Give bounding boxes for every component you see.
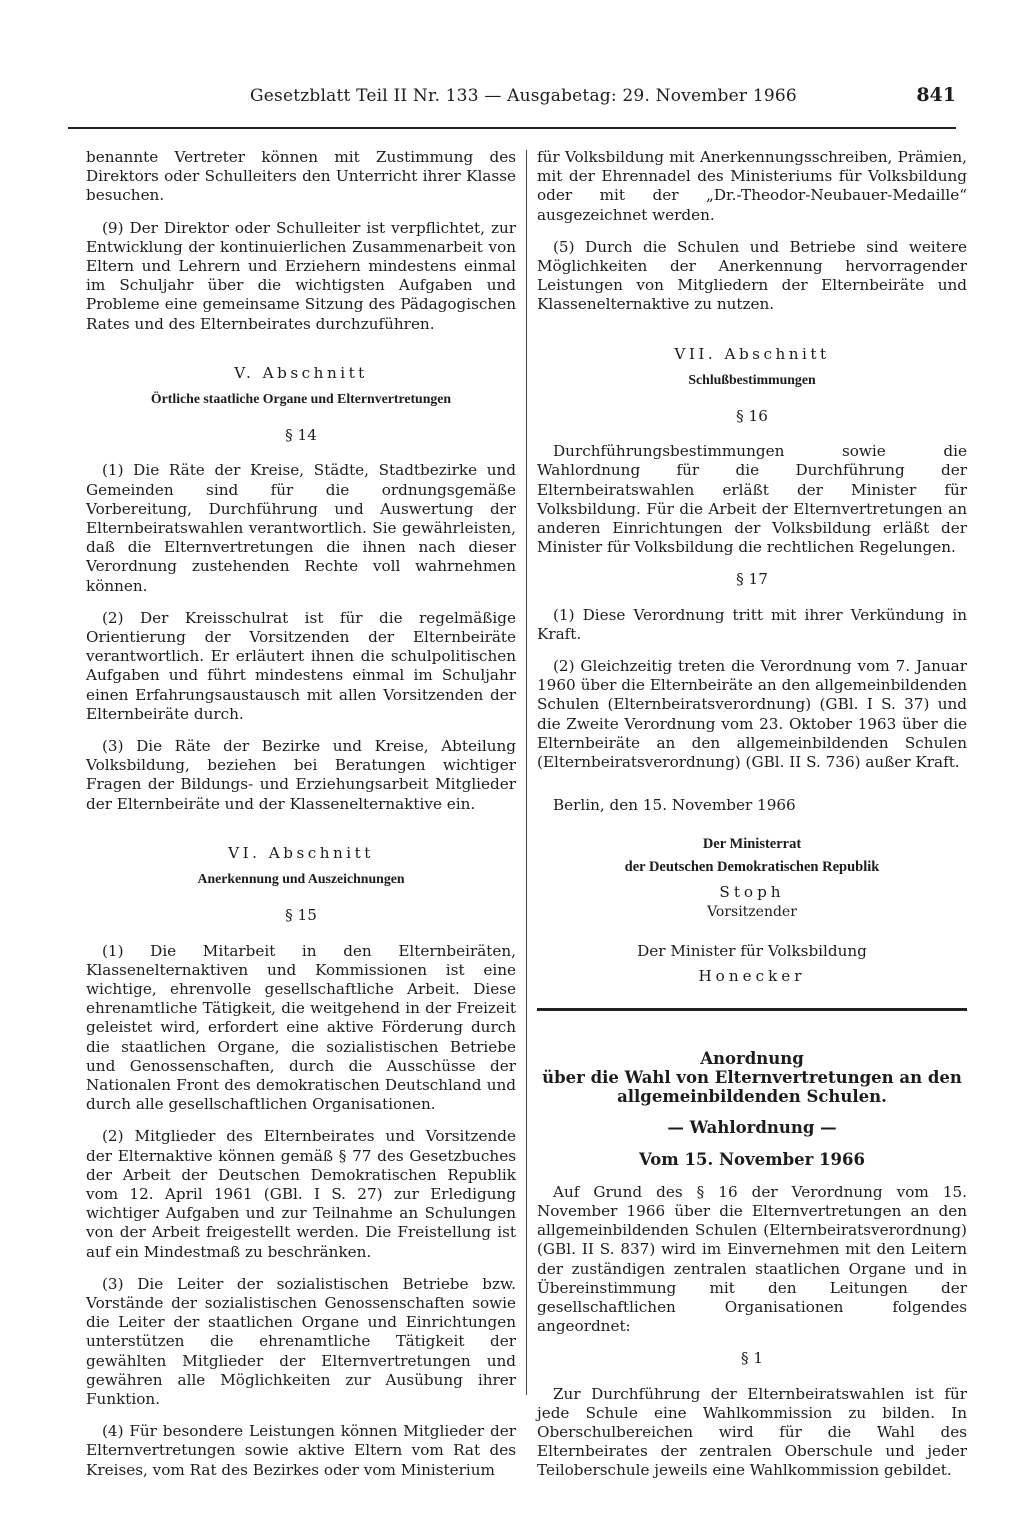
ordinance-title-line-1: Anordnung <box>700 1049 804 1069</box>
paragraph-16: Durchführungsbestimmungen sowie die Wahlordnung für die Durchführung der Elternbeiratswahlen erläßt der Minister für Volksbildung. Für die Arbeit der Elternvertretungen an anderen Einrichtungen der Volksbildung erläßt der Minister für Volksbildung die rechtlichen Regelungen. <box>537 442 967 557</box>
ordinance-title-line-3: allgemeinbildenden Schulen. <box>617 1087 887 1107</box>
page-header <box>68 84 956 114</box>
paragraph-17-heading: § 17 <box>736 570 768 589</box>
ordinance-title <box>537 1049 967 1106</box>
paragraph-17-1: (1) Diese Verordnung tritt mit ihrer Verkündung in Kraft. <box>537 605 967 643</box>
paragraph-17-2: (2) Gleichzeitig treten die Verordnung vom 7. Januar 1960 über die Elternbeiräte an den allgemeinbildenden Schulen (Elternbeiratsverordnung) (GBl. I S. 37) und die Zweite Verordnung vom 23. Oktober 1963 über die Elternbeiräte an den allgemeinbildenden Schulen (Elternbeiratsverordnung) (GBl. II S. 736) außer Kraft. <box>537 657 967 772</box>
dateline: Berlin, den 15. November 1966 <box>553 796 796 815</box>
paragraph-14-1: (1) Die Räte der Kreise, Städte, Stadtbezirke und Gemeinden sind für die ordnungsgemäße Vorbereitung, Durchführung und Auswertung der Elternbeiratswahlen verantwortlich. Sie gewährleisten, daß die Elternvertretungen die ihnen nach dieser Verordnung zustehenden Rechte voll wahrnehmen können. <box>86 461 516 595</box>
header-rule <box>68 127 956 129</box>
paragraph-15-4-continuation: für Volksbildung mit Anerkennungsschreiben, Prämien, mit der Ehrennadel des Ministeriums für Volksbildung oder mit der „Dr.-Theodor-Neubauer-Medaille“ ausgezeichnet werden. <box>537 148 967 224</box>
paragraph-15-heading: § 15 <box>285 906 317 925</box>
section-6-title: Anerkennung und Auszeichnungen <box>197 871 405 887</box>
paragraph-continuation: benannte Vertreter können mit Zustimmung des Direktors oder Schulleiters den Unterricht ihrer Klasse besuchen. <box>86 148 516 205</box>
paragraph-15-5: (5) Durch die Schulen und Betriebe sind weitere Möglichkeiten der Anerkennung hervorragender Leistungen von Mitgliedern der Elternbeiräte und Klassenelternaktive zu nutzen. <box>537 237 967 314</box>
paragraph-15-2: (2) Mitglieder des Elternbeirates und Vorsitzende der Elternaktive können gemäß § 77 des Gesetzbuches der Arbeit der Deutschen Demokratischen Republik vom 12. April 1961 (GBl. I S. 27) zur Erledigung wichtiger Aufgaben und zur Teilnahme an Schulungen von der Arbeit freigestellt werden. Die Freistellung ist auf ein Mindestmaß zu beschränken. <box>86 1127 516 1261</box>
paragraph-1-heading: § 1 <box>740 1349 764 1368</box>
paragraph-15-4: (4) Für besondere Leistungen können Mitglieder der Elternvertretungen sowie aktive Eltern vom Rat des Kreises, vom Rat des Bezirkes oder vom Ministerium <box>86 1422 516 1479</box>
signatory-council-line-1: Der Ministerrat <box>702 836 802 853</box>
gazette-header-title: Gesetzblatt Teil II Nr. 133 — Ausgabetag: 29. November 1966 <box>250 86 797 106</box>
ordinance-date: Vom 15. November 1966 <box>639 1149 865 1169</box>
section-5-heading: V. Abschnitt <box>234 363 368 382</box>
section-separator-rule <box>537 1008 967 1011</box>
signatory-council-line-2: der Deutschen Demokratischen Republik <box>624 859 880 876</box>
paragraph-14-3: (3) Die Räte der Bezirke und Kreise, Abteilung Volksbildung, beziehen bei Beratungen wichtiger Fragen der Bildungs- und Erziehungsarbeit Mitglieder der Elternbeiräte und der Klassenelternaktive ein. <box>86 737 516 813</box>
signatory-name-stoph: Stoph <box>719 883 785 902</box>
paragraph-15-3: (3) Die Leiter der sozialistischen Betriebe bzw. Vorstände der sozialistischen Genossenschaften sowie die Leiter der staatlichen Organe und Einrichtungen unterstützen die ehrenamtliche Tätigkeit der gewählten Mitglieder der Elternvertretungen und gewähren alle Möglichkeiten zur Ausübung ihrer Funktion. <box>86 1274 516 1408</box>
paragraph-15-1: (1) Die Mitarbeit in den Elternbeiräten, Klassenelternaktiven und Kommissionen ist eine wichtige, ehrenvolle gesellschaftliche Arbeit. Diese ehrenamtliche Tätigkeit, die weitgehend in der Freizeit geleistet wird, erfordert eine aktive Förderung durch die staatlichen Organe, die sozialistischen Betriebe und Genossenschaften, durch die Ausschüsse der Nationalen Front des demokratischen Deutschland und durch alle gesellschaftlichen Organisationen. <box>86 941 516 1114</box>
page-number: 841 <box>916 84 956 106</box>
signatory-minister-title: Der Minister für Volksbildung <box>637 941 867 960</box>
paragraph-1: Zur Durchführung der Elternbeiratswahlen ist für jede Schule eine Wahlkommission zu bilden. In Oberschulbereichen wird für die Wahl des Elternbeirates der zentralen Oberschule und jeder Teiloberschule jeweils eine Wahlkommission gebildet. <box>537 1384 967 1480</box>
section-7-heading: VII. Abschnitt <box>674 344 830 363</box>
left-column <box>86 148 516 1493</box>
column-divider <box>526 150 527 1395</box>
section-5-title: Örtliche staatliche Organe und Elternvertretungen <box>150 391 452 407</box>
signatory-name-honecker: Honecker <box>698 967 806 986</box>
section-7-title: Schlußbestimmungen <box>688 371 816 387</box>
ordinance-preamble: Auf Grund des § 16 der Verordnung vom 15. November 1966 über die Elternvertretungen an den allgemeinbildenden Schulen (Elternbeiratsverordnung) (GBl. II S. 837) wird im Einvernehmen mit den Leitern der zuständigen zentralen staatlichen Organe und in Übereinstimmung mit den Leitungen der gesellschaftlichen Organisationen folgendes angeordnet: <box>537 1182 967 1336</box>
section-6-heading: VI. Abschnitt <box>228 843 374 862</box>
ordinance-title-line-2: über die Wahl von Elternvertretungen an den <box>542 1068 962 1088</box>
paragraph-13-9: (9) Der Direktor oder Schulleiter ist verpflichtet, zur Entwicklung der kontinuierlichen Zusammenarbeit von Eltern und Lehrern und Erziehern mindestens einmal im Schuljahr über die wichtigsten Aufgaben und Probleme eine gemeinsame Sitzung des Pädagogischen Rates und des Elternbeirates durchzuführen. <box>86 218 516 333</box>
paragraph-14-2: (2) Der Kreisschulrat ist für die regelmäßige Orientierung der Vorsitzenden der Elternbeiräte verantwortlich. Er erläutert ihnen die schulpolitischen Aufgaben und führt mindestens einmal im Schuljahr einen Erfahrungsaustausch mit allen Vorsitzenden der Elternbeiräte durch. <box>86 608 516 723</box>
signatory-role-chairman: Vorsitzender <box>707 903 797 920</box>
ordinance-subtitle: — Wahlordnung — <box>667 1118 837 1138</box>
paragraph-14-heading: § 14 <box>285 426 317 445</box>
paragraph-16-heading: § 16 <box>736 407 768 426</box>
right-column <box>537 148 967 1494</box>
